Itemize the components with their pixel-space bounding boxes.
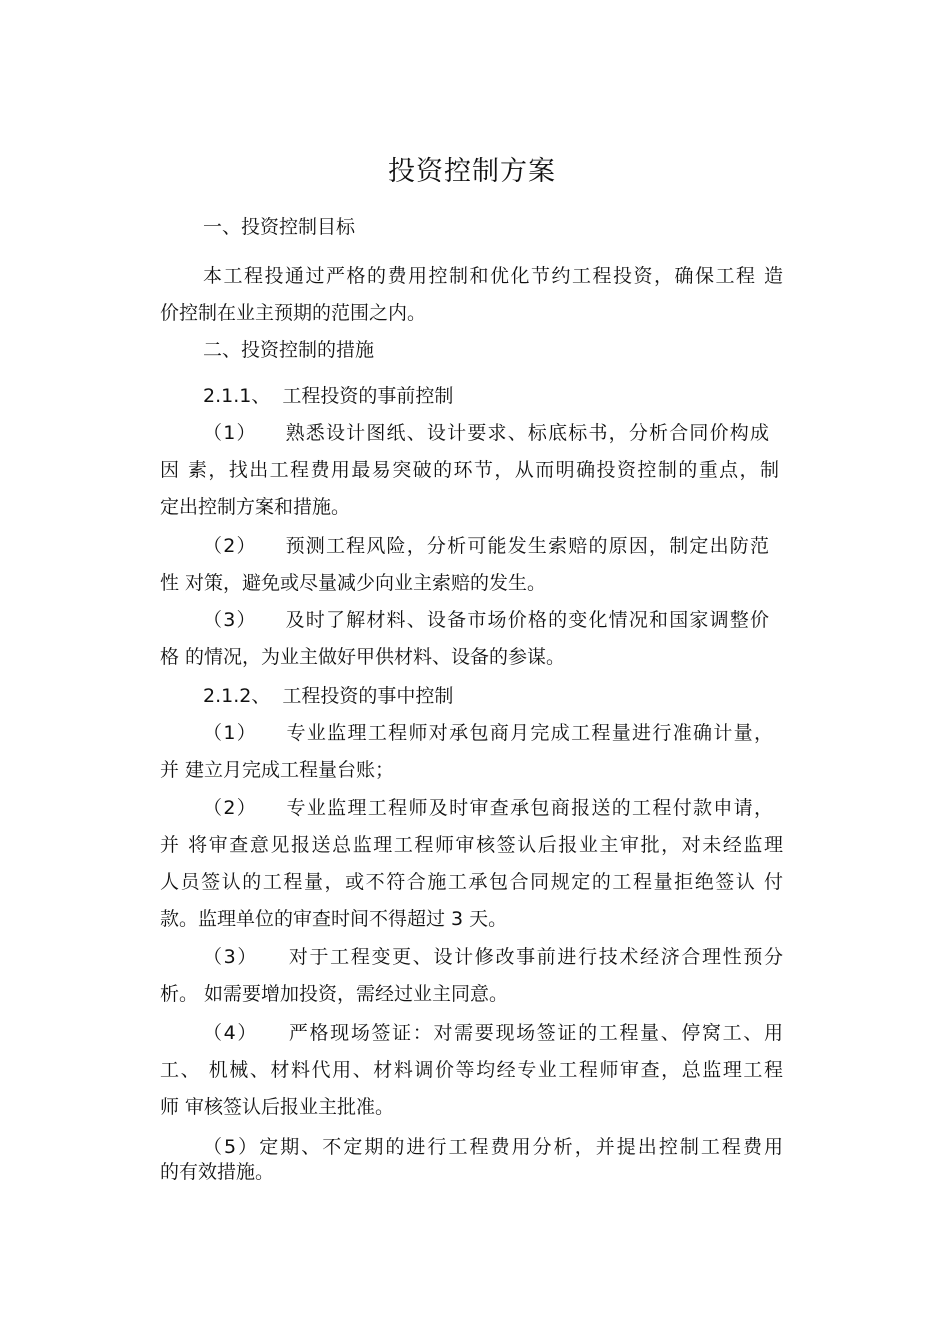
list-item-line: （5）定期、不定期的进行工程费用分析，并提出控制工程费用 <box>203 1136 783 1158</box>
section-heading-2: 二、投资控制的措施 <box>203 339 375 361</box>
list-item-line: 师 审核签认后报业主批准。 <box>160 1096 395 1118</box>
subsection-heading: 2.1.1、 工程投资的事前控制 <box>203 385 454 407</box>
list-item-line: （2） 预测工程风险，分析可能发生索赔的原因，制定出防范 <box>203 535 769 557</box>
list-item-line: 析。 如需要增加投资，需经过业主同意。 <box>160 983 509 1005</box>
list-item-line: 的有效措施。 <box>160 1161 275 1183</box>
list-item-line: （4） 严格现场签证：对需要现场签证的工程量、停窝工、用 <box>203 1022 783 1044</box>
list-item-line: 工、 机械、材料代用、材料调价等均经专业工程师审查，总监理工程 <box>160 1059 783 1081</box>
list-item-line: 格 的情况，为业主做好甲供材料、设备的参谋。 <box>160 646 566 668</box>
list-item-line: 因 素，找出工程费用最易突破的环节，从而明确投资控制的重点，制 <box>160 459 779 481</box>
list-item-line: 款。监理单位的审查时间不得超过 3 天。 <box>160 908 508 930</box>
list-item-line: 定出控制方案和措施。 <box>160 496 351 518</box>
list-item-line: 并 将审查意见报送总监理工程师审核签认后报业主审批，对未经监理 <box>160 834 783 856</box>
paragraph-line: 价控制在业主预期的范围之内。 <box>160 302 427 324</box>
list-item-line: （1） 专业监理工程师对承包商月完成工程量进行准确计量， <box>203 722 773 744</box>
list-item-line: （3） 及时了解材料、设备市场价格的变化情况和国家调整价 <box>203 609 769 631</box>
list-item-line: （3） 对于工程变更、设计修改事前进行技术经济合理性预分 <box>203 946 783 968</box>
document-title: 投资控制方案 <box>388 156 556 187</box>
list-item-line: 性 对策，避免或尽量减少向业主索赔的发生。 <box>160 572 547 594</box>
list-item-line: 人员签认的工程量，或不符合施工承包合同规定的工程量拒绝签认 付 <box>160 871 783 893</box>
list-item-line: （1） 熟悉设计图纸、设计要求、标底标书，分析合同价构成 <box>203 422 769 444</box>
subsection-heading: 2.1.2、 工程投资的事中控制 <box>203 685 454 707</box>
paragraph-line: 本工程投通过严格的费用控制和优化节约工程投资，确保工程 造 <box>203 265 783 287</box>
list-item-line: （2） 专业监理工程师及时审查承包商报送的工程付款申请， <box>203 797 773 819</box>
list-item-line: 并 建立月完成工程量台账； <box>160 759 395 781</box>
section-heading-1: 一、投资控制目标 <box>203 216 356 238</box>
